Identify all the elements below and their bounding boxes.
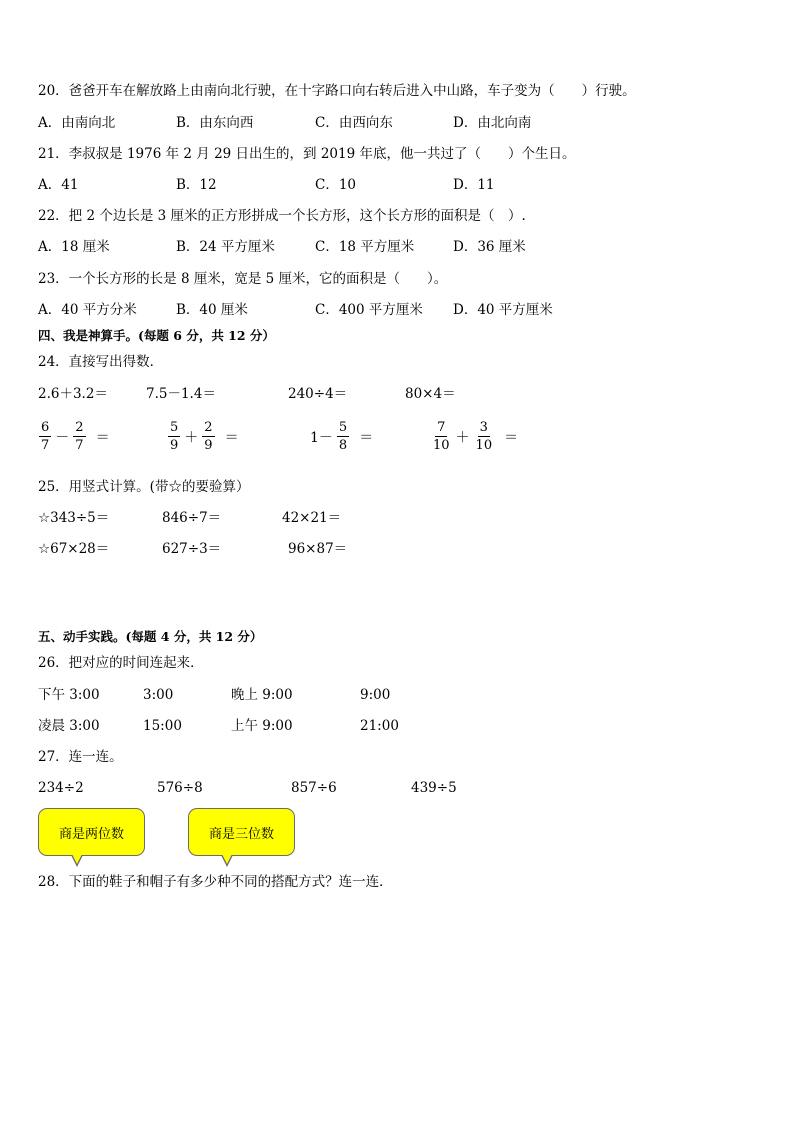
q20-option-d: D．由北向南 xyxy=(453,115,532,131)
q24-fraction-expr-1 xyxy=(37,421,112,452)
section-5-heading: 五、动手实践。(每题 4 分，共 12 分） xyxy=(38,629,263,644)
denominator: 7 xyxy=(41,438,50,453)
q21-option-a: A．41 xyxy=(38,177,79,193)
q21-stem: 21．李叔叔是 1976 年 2 月 29 日出生的，到 2019 年底，他一共过了（ ）个生日。 xyxy=(38,146,576,162)
numerator: 5 xyxy=(170,420,179,435)
callout-tail xyxy=(71,855,83,867)
q25-stem: 25．用竖式计算。(带☆的要验算） xyxy=(38,479,250,495)
q24-expr-4: 80×4＝ xyxy=(405,386,456,402)
q27-item-1: 234÷2 xyxy=(38,780,84,796)
q26-time-7: 上午 9:00 xyxy=(231,718,293,734)
denominator: 7 xyxy=(75,438,84,453)
q24-stem: 24．直接写出得数． xyxy=(38,354,164,370)
q21-option-d: D．11 xyxy=(453,177,495,193)
equals-sign: ＝ xyxy=(95,429,110,446)
q21-option-c: C．10 xyxy=(315,177,357,193)
q27-item-4: 439÷5 xyxy=(411,780,457,796)
whole-part: 1－ xyxy=(310,429,333,446)
q23-option-b: B．40 厘米 xyxy=(176,302,248,318)
operator: ＋ xyxy=(184,429,199,446)
denominator: 9 xyxy=(204,438,213,453)
numerator: 7 xyxy=(437,420,446,435)
denominator: 10 xyxy=(433,438,450,453)
q25-expr-6: 96×87＝ xyxy=(288,541,348,557)
section-4-heading: 四、我是神算手。(每题 6 分，共 12 分） xyxy=(38,328,275,343)
q25-expr-1: ☆343÷5＝ xyxy=(38,510,110,526)
q20-option-a: A．由南向北 xyxy=(38,115,116,131)
q20-option-b: B．由东向西 xyxy=(176,115,254,131)
q22-stem: 22．把 2 个边长是 3 厘米的正方形拼成一个长方形，这个长方形的面积是（ ）. xyxy=(38,208,526,224)
q24-expr-3: 240÷4＝ xyxy=(288,386,348,402)
q22-option-a: A．18 厘米 xyxy=(38,239,110,255)
q23-stem: 23．一个长方形的长是 8 厘米，宽是 5 厘米，它的面积是（ ）。 xyxy=(38,271,448,287)
callout-label: 商是两位数 xyxy=(58,826,124,842)
callout-two-digit-quotient xyxy=(38,808,145,856)
denominator: 8 xyxy=(338,438,348,453)
equals-sign: ＝ xyxy=(504,429,519,446)
q26-time-8: 21:00 xyxy=(360,718,399,734)
q23-option-c: C．400 平方厘米 xyxy=(315,302,423,318)
q23-option-d: D．40 平方厘米 xyxy=(453,302,553,318)
numerator: 3 xyxy=(479,420,488,435)
q24-fraction-expr-3 xyxy=(308,421,375,452)
q22-option-b: B．24 平方厘米 xyxy=(176,239,275,255)
q27-item-3: 857÷6 xyxy=(291,780,337,796)
q26-stem: 26．把对应的时间连起来． xyxy=(38,655,204,671)
q27-stem: 27．连一连。 xyxy=(38,749,123,765)
q20-stem: 20．爸爸开车在解放路上由南向北行驶，在十字路口向右转后进入中山路，车子变为（ ）行驶。 xyxy=(38,83,636,99)
callout-tail xyxy=(221,855,233,867)
numerator: 2 xyxy=(75,420,84,435)
q26-time-4: 9:00 xyxy=(360,687,391,703)
q26-time-6: 15:00 xyxy=(143,718,182,734)
equals-sign: ＝ xyxy=(224,429,239,446)
q23-option-a: A．40 平方分米 xyxy=(38,302,137,318)
callout-three-digit-quotient xyxy=(188,808,295,856)
q24-expr-1: 2.6＋3.2＝ xyxy=(38,386,108,402)
q26-time-5: 凌晨 3:00 xyxy=(38,718,100,734)
q22-option-d: D．36 厘米 xyxy=(453,239,526,255)
q22-option-c: C．18 平方厘米 xyxy=(315,239,415,255)
q25-expr-5: 627÷3＝ xyxy=(162,541,222,557)
numerator: 2 xyxy=(204,420,213,435)
q25-expr-3: 42×21＝ xyxy=(282,510,342,526)
numerator: 5 xyxy=(338,420,348,435)
operator: ＋ xyxy=(455,429,470,446)
callout-label: 商是三位数 xyxy=(208,826,274,842)
q26-time-3: 晚上 9:00 xyxy=(231,687,293,703)
denominator: 9 xyxy=(170,438,179,453)
numerator: 6 xyxy=(41,420,50,435)
q24-expr-2: 7.5－1.4＝ xyxy=(146,386,216,402)
q24-fraction-expr-4 xyxy=(429,421,520,452)
equals-sign: ＝ xyxy=(359,429,374,446)
q20-option-c: C．由西向东 xyxy=(315,115,393,131)
q24-fraction-expr-2 xyxy=(166,421,241,452)
q28-stem: 28．下面的鞋子和帽子有多少种不同的搭配方式？连一连． xyxy=(38,874,393,890)
denominator: 10 xyxy=(475,438,493,453)
q21-option-b: B．12 xyxy=(176,177,217,193)
q26-time-1: 下午 3:00 xyxy=(38,687,100,703)
q25-expr-4: ☆67×28＝ xyxy=(38,541,110,557)
q26-time-2: 3:00 xyxy=(143,687,174,703)
operator: － xyxy=(55,429,70,446)
q27-item-2: 576÷8 xyxy=(157,780,203,796)
q25-expr-2: 846÷7＝ xyxy=(162,510,222,526)
